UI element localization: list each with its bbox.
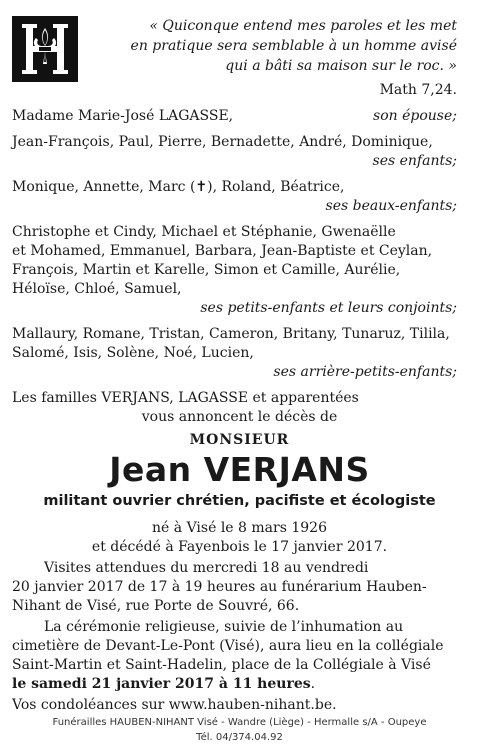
quote-line-3: qui a bâti sa maison sur le roc. » <box>225 58 457 74</box>
ceremony-date: le samedi 21 janvier 2017 à 11 heures <box>12 676 311 692</box>
ceremony-line-4 <box>12 675 315 694</box>
great-grandchildren-line-2: Salomé, Isis, Solène, Noé, Lucien, <box>12 345 254 361</box>
spouse-name: Madame Marie-José LAGASSE, <box>12 108 234 124</box>
children-role: ses enfants; <box>372 153 457 169</box>
ceremony-line-1: La cérémonie religieuse, suivie de l’inhumation au <box>44 619 404 635</box>
ceremony-line-3: Saint-Martin et Saint-Hadelin, place de la Collégiale à Visé <box>12 657 431 673</box>
inlaws-text-end: ), Roland, Béatrice, <box>207 179 345 195</box>
birth-line: né à Visé le 8 mars 1926 <box>152 520 327 536</box>
announce-line: vous annoncent le décès de <box>141 409 338 425</box>
deceased-title: MONSIEUR <box>189 432 290 448</box>
grandchildren-line-2: et Mohamed, Emmanuel, Barbara, Jean-Baptiste et Ceylan, <box>12 243 433 259</box>
spouse-role: son épouse; <box>373 108 457 124</box>
inlaws-list <box>12 178 344 197</box>
visits-line-1: Visites attendues du mercredi 18 au vendredi <box>44 560 369 576</box>
visits-line-3: Nihant de Visé, rue Porte de Souvré, 66. <box>12 598 300 614</box>
grandchildren-line-1: Christophe et Cindy, Michael et Stéphanie, Gwenaëlle <box>12 224 396 240</box>
deceased-subtitle: militant ouvrier chrétien, pacifiste et écologiste <box>43 493 436 509</box>
condolences-line: Vos condoléances sur www.hauben-nihant.be. <box>12 697 337 713</box>
visits-line-2: 20 janvier 2017 de 17 à 19 heures au funérarium Hauben- <box>12 579 427 595</box>
great-grandchildren-role: ses arrière-petits-enfants; <box>273 364 457 380</box>
grandchildren-role: ses petits-enfants et leurs conjoints; <box>200 300 457 316</box>
fleur-de-lis-cross-icon <box>12 16 78 82</box>
ceremony-line-4-end: . <box>310 676 316 692</box>
death-line: et décédé à Fayenbois le 17 janvier 2017. <box>91 539 388 555</box>
quote-reference: Math 7,24. <box>379 82 457 98</box>
footer-phone: Tél. 04/374.04.92 <box>196 732 283 743</box>
great-grandchildren-line-1: Mallaury, Romane, Tristan, Cameron, Britany, Tunaruz, Tilila, <box>12 326 450 342</box>
inlaws-text: Monique, Annette, Marc ( <box>12 179 196 195</box>
ceremony-line-2: cimetière de Devant-Le-Pont (Visé), aura lieu en la collégiale <box>12 638 444 654</box>
families-line: Les familles VERJANS, LAGASSE et apparentées <box>12 390 359 406</box>
children-list: Jean-François, Paul, Pierre, Bernadette, André, Dominique, <box>12 134 433 150</box>
inlaws-role: ses beaux-enfants; <box>325 198 457 214</box>
quote-line-2: en pratique sera semblable à un homme avisé <box>130 38 457 54</box>
footer-funeral-home: Funérailles HAUBEN-NIHANT Visé - Wandre (Liège) - Hermalle s/A - Oupeye <box>52 717 427 728</box>
deceased-name: Jean VERJANS <box>109 450 370 489</box>
grandchildren-line-3: François, Martin et Karelle, Simon et Camille, Aurélie, <box>12 262 401 278</box>
cross-icon: ✝ <box>195 179 208 195</box>
grandchildren-line-4: Héloïse, Chloé, Samuel, <box>12 281 182 297</box>
quote-line-1: « Quiconque entend mes paroles et les met <box>149 18 457 34</box>
